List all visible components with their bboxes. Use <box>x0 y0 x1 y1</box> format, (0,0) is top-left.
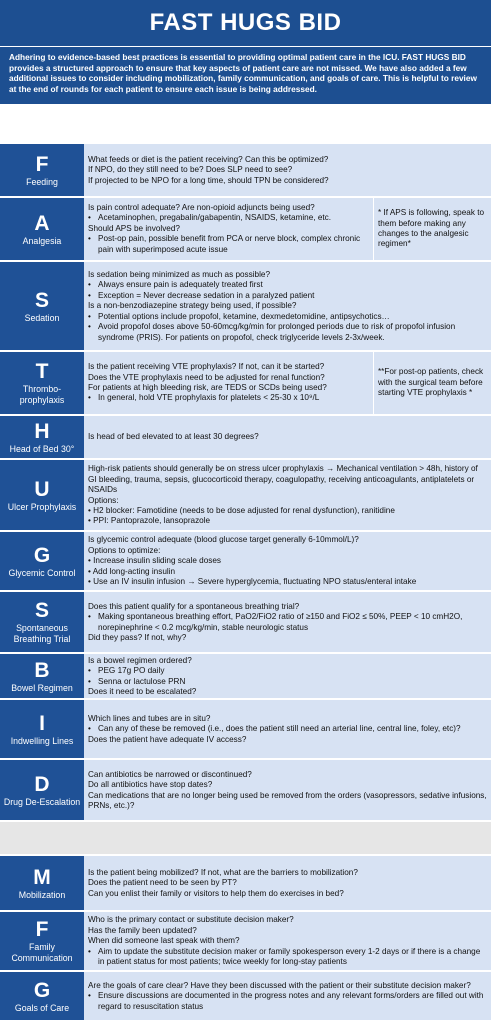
row-content <box>88 270 487 343</box>
checklist-row <box>0 654 491 700</box>
row-content-cell <box>84 352 491 414</box>
checklist-row <box>0 972 491 1022</box>
checklist-row <box>0 700 491 760</box>
checklist-row <box>0 912 491 972</box>
row-label: Goals of Care <box>14 1002 70 1013</box>
row-letter: U <box>34 477 50 501</box>
spacer <box>0 104 491 144</box>
row-content <box>88 868 487 899</box>
content-line: Options to optimize: <box>88 545 161 555</box>
row-content-cell <box>84 144 491 196</box>
bullet-item: • Acetaminophen, pregabalin/gabapentin, NSAIDS, ketamine, etc. <box>88 213 332 223</box>
row-content <box>88 714 487 745</box>
checklist-row <box>0 460 491 532</box>
row-content-cell <box>84 416 491 458</box>
row-label-cell <box>0 972 84 1020</box>
checklist-row <box>0 592 491 654</box>
checklist-section-additional <box>0 856 491 1022</box>
row-content <box>88 981 487 1012</box>
content-line: Does it need to be escalated? <box>88 686 197 696</box>
content-line: Is a bowel regimen ordered? <box>88 655 192 665</box>
row-content-cell <box>84 592 491 652</box>
row-content-cell <box>84 262 491 350</box>
checklist-row <box>0 144 491 198</box>
page-title: FAST HUGS BID <box>0 0 491 47</box>
content-line: Is sedation being minimized as much as possible? <box>88 270 271 280</box>
row-letter: F <box>35 152 49 176</box>
row-label: Head of Bed 30° <box>9 443 75 454</box>
bullet-item: • Exception = Never decrease sedation in a paralyzed patient <box>88 290 315 300</box>
row-content <box>88 155 487 186</box>
content-line: Should APS be involved? <box>88 223 180 233</box>
checklist-section-core <box>0 144 491 822</box>
row-letter: S <box>34 599 49 622</box>
row-label-cell <box>0 144 84 196</box>
row-letter: G <box>33 543 51 567</box>
side-note: **For post-op patients, check with the surgical team before starting VTE prophylaxis * <box>373 352 491 414</box>
row-letter: A <box>34 211 50 235</box>
content-line: For patients at high bleeding risk, are TEDS or SCDs being used? <box>88 383 327 392</box>
row-label: Glycemic Control <box>8 567 76 578</box>
bullet-item: • Post-op pain, possible benefit from PCA or nerve block, complex chronic pain with superimposed acute issue <box>88 234 361 254</box>
content-line: Can antibiotics be narrowed or discontinued? <box>88 769 252 779</box>
bullet-item: • In general, hold VTE prophylaxis for platelets < 25-30 x 10⁹/L <box>88 393 320 403</box>
section-divider <box>0 822 491 856</box>
row-label: Mobilization <box>18 889 66 900</box>
checklist-row <box>0 352 491 416</box>
row-label: Analgesia <box>22 235 62 246</box>
row-label-cell <box>0 760 84 820</box>
row-label-cell <box>0 592 84 652</box>
row-content <box>88 464 487 526</box>
row-label-cell <box>0 654 84 698</box>
bullet-item: • Avoid propofol doses above 50-60mcg/kg/min for prolonged periods due to risk of propofol infusion syndrome (PRIS). For patients on propofol, check triglyceride levels 2-3x/week. <box>88 322 456 342</box>
content-line: Is a non-benzodiazepine strategy being used, if possible? <box>88 301 297 311</box>
row-label-cell <box>0 352 84 414</box>
bullet-item: • Can any of these be removed (i.e., does the patient still need an arterial line, central line, foley, etc)? <box>88 724 461 734</box>
content-line: If NPO, do they still need to be? Does SLP need to see? <box>88 165 293 175</box>
content-line: • Add long-acting insulin <box>88 566 176 576</box>
row-content <box>88 602 487 644</box>
row-content-cell <box>84 760 491 820</box>
bullet-item: • PEG 17g PO daily <box>88 666 165 676</box>
row-content-cell <box>84 972 491 1020</box>
content-line: Does this patient qualify for a spontaneous breathing trial? <box>88 601 300 611</box>
content-line: Has the family been updated? <box>88 925 197 935</box>
content-line: Does the patient need to be seen by PT? <box>88 878 237 888</box>
content-line: • Increase insulin sliding scale doses <box>88 556 222 566</box>
row-label-cell <box>0 460 84 530</box>
content-line: If projected to be NPO for a long time, should TPN be considered? <box>88 175 329 185</box>
checklist-row <box>0 856 491 912</box>
row-content-cell <box>84 856 491 910</box>
row-label: Indwelling Lines <box>10 735 74 746</box>
intro-paragraph: Adhering to evidence-based best practices is essential to providing optimal patient care in the ICU. FAST HUGS BID provides a structured approach to ensure that key aspects of patient care are not missed. We have also added a few additional issues to consider including mobilization, family communication, and goals of care. This is helpful to review at the end of rounds for each patient to ensure each issue is being addressed. <box>0 47 491 104</box>
row-letter: B <box>34 658 50 682</box>
row-content <box>88 432 487 442</box>
content-line: Can you enlist their family or visitors to help them do exercises in bed? <box>88 888 344 898</box>
content-line: Can medications that are no longer being used be removed from the orders (vasopressors, sedative infusions, PRNs, etc.)? <box>88 790 487 810</box>
content-line: Is head of bed elevated to at least 30 degrees? <box>88 432 259 442</box>
row-content <box>88 535 487 587</box>
content-line: Are the goals of care clear? Have they been discussed with the patient or their substitute decision maker? <box>88 980 471 990</box>
row-content <box>88 656 487 698</box>
bullet-item: • Making spontaneous breathing effort, PaO2/FiO2 ratio of ≥150 and FiO2 ≤ 50%, PEEP < 10 cmH2O, norepinephrine < 0.2 mcg/kg/min, stable neurologic status <box>88 612 463 632</box>
row-content <box>84 198 373 260</box>
row-content-cell <box>84 460 491 530</box>
content-line: • H2 blocker: Famotidine (needs to be dose adjusted for renal dysfunction), ranitidine <box>88 505 395 515</box>
row-letter: I <box>39 711 45 735</box>
row-label-cell <box>0 416 84 458</box>
row-label-cell <box>0 198 84 260</box>
content-line: • Use an IV insulin infusion → Severe hyperglycemia, fluctuating NPO status/enteral intake <box>88 577 417 587</box>
row-content-cell <box>84 700 491 758</box>
content-line: When did someone last speak with them? <box>88 936 240 946</box>
row-label: Sedation <box>24 312 60 323</box>
bullet-item: • Ensure discussions are documented in the progress notes and any relevant forms/orders are filled out with regard to resuscitation status <box>88 991 484 1011</box>
row-label: Spontaneous Breathing Trial <box>13 623 71 644</box>
row-content-cell <box>84 532 491 590</box>
row-letter: D <box>34 772 50 796</box>
row-label-cell <box>0 262 84 350</box>
content-line: Who is the primary contact or substitute decision maker? <box>88 915 294 925</box>
bullet-item: • Potential options include propofol, ketamine, dexmedetomidine, antipsychotics… <box>88 311 390 321</box>
checklist-row <box>0 416 491 460</box>
row-label: Bowel Regimen <box>11 682 73 693</box>
row-content <box>88 770 487 812</box>
row-content-cell <box>84 198 491 260</box>
checklist-row <box>0 532 491 592</box>
checklist-row <box>0 198 491 262</box>
row-content-cell <box>84 654 491 698</box>
row-label: Family Communication <box>11 942 73 963</box>
content-line: Do all antibiotics have stop dates? <box>88 780 213 790</box>
row-content-cell <box>84 912 491 970</box>
content-line: Does the patient have adequate IV access? <box>88 734 247 744</box>
row-label-cell <box>0 912 84 970</box>
side-note: * If APS is following, speak to them before making any changes to the analgesic regimen* <box>373 198 491 260</box>
row-letter: G <box>33 978 51 1002</box>
content-line: Is the patient receiving VTE prophylaxis? If not, can it be started? <box>88 362 325 372</box>
row-label: Drug De-Escalation <box>3 796 81 807</box>
row-label: Thrombo-prophylaxis <box>19 384 65 405</box>
bullet-item: • Always ensure pain is adequately treated first <box>88 280 263 290</box>
row-label-cell <box>0 700 84 758</box>
content-line: Which lines and tubes are in situ? <box>88 713 211 723</box>
checklist-row <box>0 262 491 352</box>
bullet-item: • Senna or lactulose PRN <box>88 676 186 686</box>
checklist-row <box>0 760 491 822</box>
row-letter: T <box>35 360 49 383</box>
content-line: Is pain control adequate? Are non-opioid adjuncts being used? <box>88 202 315 212</box>
content-line: High-risk patients should generally be on stress ulcer prophylaxis → Mechanical ventilation > 48h, history of GI bleeding, trauma, sepsis, glucocorticoid therapy, coagulopathy, receiving anticoagulants, antiplatelets or NSAIDs <box>88 464 478 495</box>
bullet-item: • Aim to update the substitute decision maker or family spokesperson every 1-2 days or if there is a change in patient status for most patients; twice weekly for long-stay patients <box>88 946 481 967</box>
row-label: Ulcer Prophylaxis <box>7 501 77 512</box>
content-line: Did they pass? If not, why? <box>88 632 187 642</box>
row-content <box>84 352 373 414</box>
content-line: Options: <box>88 495 119 505</box>
row-label: Feeding <box>26 176 58 187</box>
content-line: Is the patient being mobilized? If not, what are the barriers to mobilization? <box>88 867 358 877</box>
row-letter: H <box>34 419 50 443</box>
row-letter: S <box>34 288 49 312</box>
row-label-cell <box>0 532 84 590</box>
row-letter: F <box>35 918 49 941</box>
content-line: Is glycemic control adequate (blood glucose target generally 6-10mmol/L)? <box>88 535 359 545</box>
row-letter: M <box>33 865 51 889</box>
row-content <box>88 915 487 967</box>
content-line: What feeds or diet is the patient receiving? Can this be optimized? <box>88 154 329 164</box>
content-line: Does the VTE prophylaxis need to be adjusted for renal function? <box>88 372 325 382</box>
row-label-cell <box>0 856 84 910</box>
content-line: • PPI: Pantoprazole, lansoprazole <box>88 516 211 526</box>
